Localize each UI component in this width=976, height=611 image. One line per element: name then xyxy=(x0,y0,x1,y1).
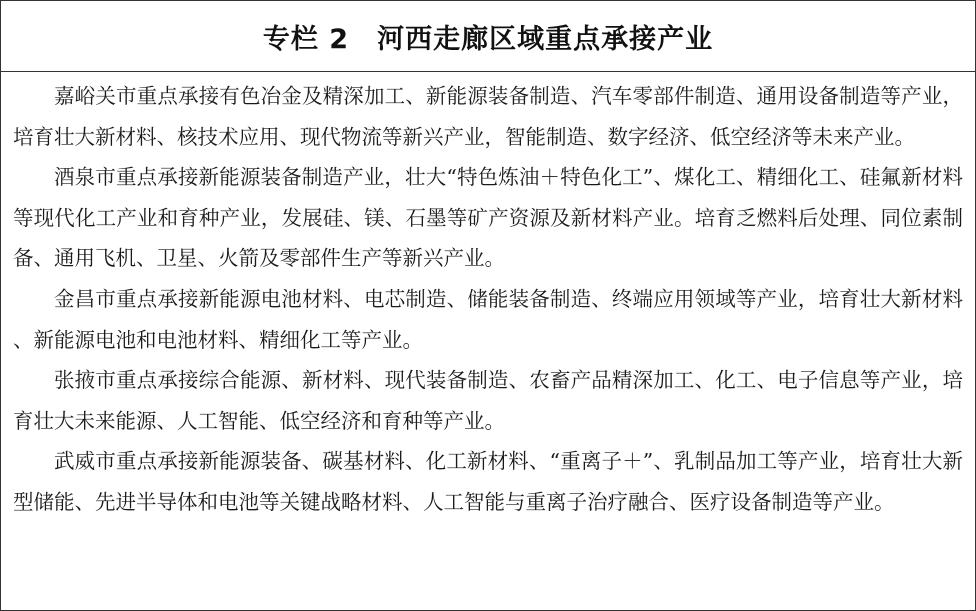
box-title: 专栏 2 河西走廊区域重点承接产业 xyxy=(262,23,714,55)
paragraph-jinchang: 金昌市重点承接新能源电池材料、电芯制造、储能装备制造、终端应用领域等产业，培育壮大新材料、新能源电池和电池材料、精细化工等产业。 xyxy=(13,286,963,352)
paragraph-zhangye: 张掖市重点承接综合能源、新材料、现代装备制造、农畜产品精深加工、化工、电子信息等产业，培育壮大未来能源、人工智能、低空经济和育种等产业。 xyxy=(13,368,963,433)
paragraph-jiayuguan: 嘉峪关市重点承接有色冶金及精深加工、新能源装备制造、汽车零部件制造、通用设备制造等产业，培育壮大新材料、核技术应用、现代物流等新兴产业，智能制造、数字经济、低空经济等未来产业。 xyxy=(13,84,963,149)
box-body xyxy=(1,72,975,523)
paragraph-jiuquan: 酒泉市重点承接新能源装备制造产业，壮大“特色炼油＋特色化工”、煤化工、精细化工、硅氟新材料等现代化工产业和育种产业，发展硅、镁、石墨等矿产资源及新材料产业。培育乏燃料后处理、同位素制备、通用飞机、卫星、火箭及零部件生产等新兴产业。 xyxy=(13,165,963,271)
box-header xyxy=(1,1,975,72)
paragraph-wuwei: 武威市重点承接新能源装备、碳基材料、化工新材料、“重离子＋”、乳制品加工等产业，培育壮大新型储能、先进半导体和电池等关键战略材料、人工智能与重离子治疗融合、医疗设备制造等产业。 xyxy=(13,449,963,514)
